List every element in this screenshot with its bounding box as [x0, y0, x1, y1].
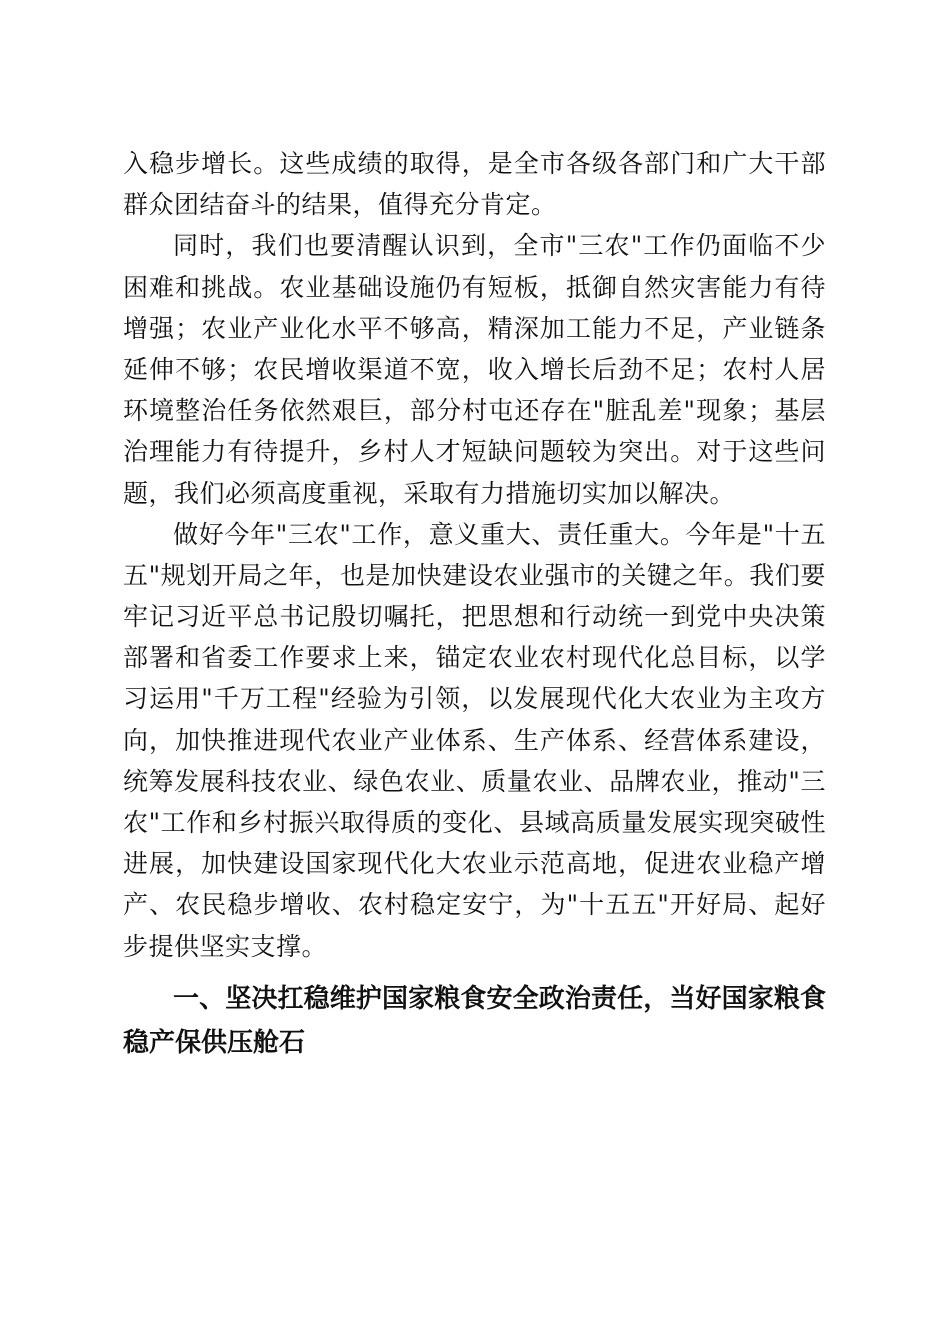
document-body: [123, 143, 826, 1065]
text-line: 延伸不够；农民增收渠道不宽，收入增长后劲不足；农村人居: [123, 354, 826, 384]
text-line: 治理能力有待提升，乡村人才短缺问题较为突出。对于这些问: [123, 437, 826, 467]
text-line: 做好今年"三农"工作，意义重大、责任重大。今年是"十五: [173, 519, 826, 549]
paragraph-3: [123, 514, 826, 967]
text-line: 向，加快推进现代农业产业体系、生产体系、经营体系建设，: [123, 725, 826, 755]
text-line: 环境整治任务依然艰巨，部分村屯还存在"脏乱差"现象；基层: [123, 396, 826, 426]
text-line: 农"工作和乡村振兴取得质的变化、县域高质量发展实现突破性: [123, 808, 826, 837]
text-line: 题，我们必须高度重视，采取有力措施切实加以解决。: [123, 478, 736, 508]
paragraph-2: [123, 225, 826, 513]
heading-line: 稳产保供压舱石: [123, 1027, 306, 1058]
text-line: 困难和挑战。农业基础设施仍有短板，抵御自然灾害能力有待: [123, 272, 826, 302]
text-line: 入稳步增长。这些成绩的取得，是全市各级各部门和广大干部: [123, 149, 826, 178]
text-line: 部署和省委工作要求上来，锚定农业农村现代化总目标，以学: [123, 643, 826, 673]
text-line: 同时，我们也要清醒认识到，全市"三农"工作仍面临不少: [173, 231, 826, 261]
text-line: 产、农民稳步增收、农村稳定安宁，为"十五五"开好局、起好: [123, 890, 826, 920]
text-line: 牢记习近平总书记殷切嘱托，把思想和行动统一到党中央决策: [123, 602, 826, 632]
text-line: 五"规划开局之年，也是加快建设农业强市的关键之年。我们要: [123, 560, 826, 590]
text-line: 统筹发展科技农业、绿色农业、质量农业、品牌农业，推动"三: [123, 766, 826, 796]
text-line: 进展，加快建设国家现代化大农业示范高地，促进农业稳产增: [123, 849, 826, 879]
text-line: 习运用"千万工程"经验为引领，以发展现代化大农业为主攻方: [123, 684, 826, 714]
text-line: 步提供坚实支撑。: [123, 931, 328, 961]
section-heading: [123, 977, 826, 1065]
text-line: 群众团结奋斗的结果，值得充分肯定。: [123, 190, 557, 220]
text-line: 增强；农业产业化水平不够高，精深加工能力不足，产业链条: [123, 313, 826, 343]
heading-line: 一、坚决扛稳维护国家粮食安全政治责任，当好国家粮食: [173, 983, 826, 1014]
paragraph-1: [123, 143, 826, 225]
